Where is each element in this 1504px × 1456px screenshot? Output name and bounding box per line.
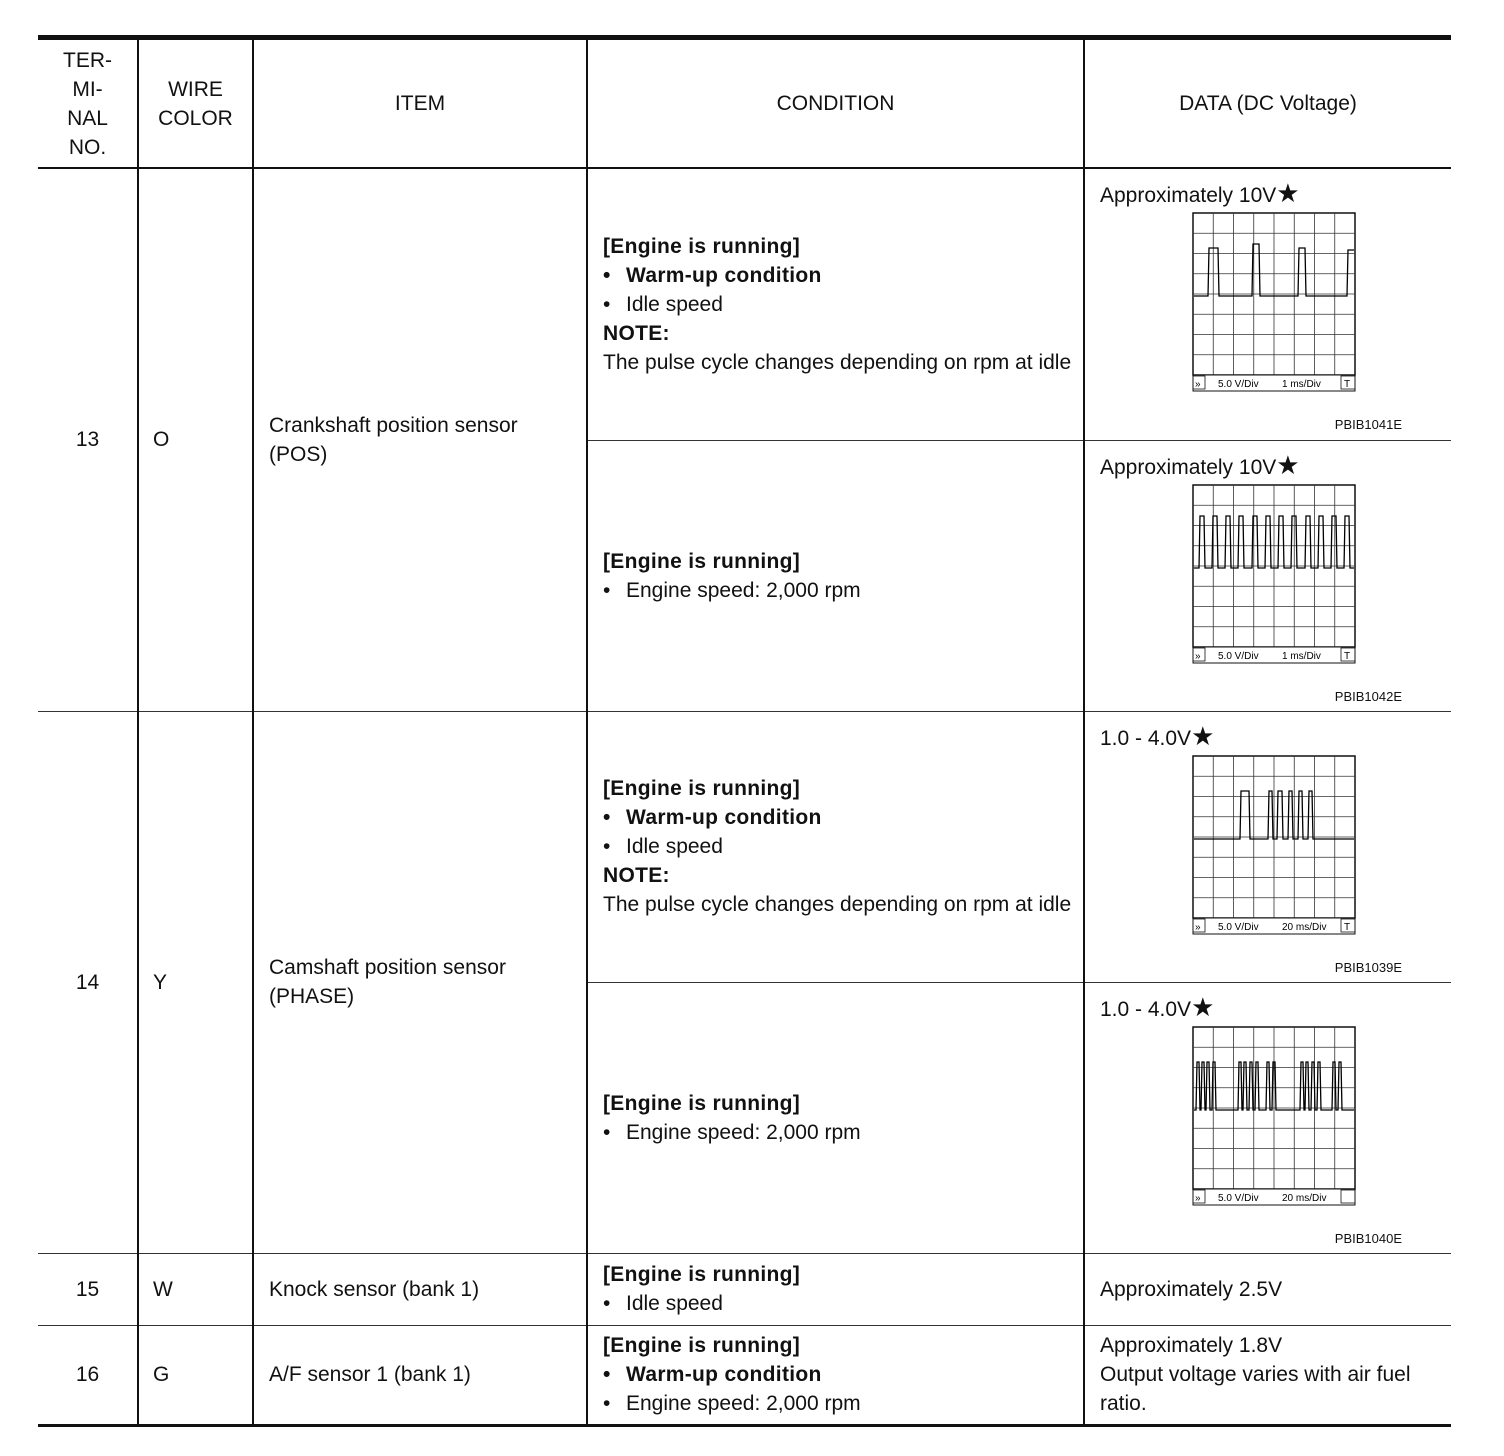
condition-bullet: • Engine speed: 2,000 rpm [603, 1120, 861, 1144]
fast-forward-icon: » [1195, 379, 1201, 390]
volt-per-div: 5.0 V/Div [1218, 379, 1259, 390]
condition-cell [587, 440, 1084, 711]
header-terminal-line: NO. [68, 135, 107, 159]
item-text: Crankshaft position sensor [269, 413, 518, 437]
header-terminal-line: TER- [63, 48, 112, 72]
wire-color: G [138, 1325, 253, 1425]
header-data: DATA (DC Voltage) [1084, 38, 1451, 169]
fast-forward-icon: » [1195, 650, 1201, 662]
table-row [38, 711, 1451, 982]
note-label: NOTE: [603, 864, 670, 887]
condition-bullet: • Idle speed [603, 1292, 723, 1315]
item-cell [253, 1325, 587, 1425]
item-text: Knock sensor (bank 1) [269, 1277, 480, 1301]
terminal-number: 14 [38, 711, 138, 1253]
condition-bullet: • Idle speed [603, 835, 723, 858]
item-cell [253, 1253, 587, 1325]
header-item: ITEM [253, 38, 587, 169]
data-value: 1.0 - 4.0V★ [1100, 720, 1215, 751]
data-value: Approximately 10V★ [1100, 449, 1300, 480]
header-terminal [38, 38, 138, 169]
trigger-label: T [1344, 921, 1351, 933]
wire-color: O [138, 168, 253, 711]
data-cell [1084, 982, 1451, 1253]
terminal-data-table [38, 35, 1451, 1426]
oscilloscope-screen [1192, 484, 1358, 668]
star-icon: ★ [1276, 178, 1300, 208]
condition-heading: [Engine is running] [603, 777, 801, 800]
terminal-number: 15 [38, 1253, 138, 1325]
data-cell [1084, 1325, 1451, 1425]
condition-cell [587, 1325, 1084, 1425]
condition-heading: [Engine is running] [603, 549, 801, 573]
item-cell [253, 168, 587, 711]
header-condition: CONDITION [587, 38, 1084, 169]
data-value: Approximately 2.5V [1100, 1277, 1283, 1301]
star-icon: ★ [1191, 720, 1215, 751]
figure-code: PBIB1041E [1334, 417, 1402, 432]
time-per-div: 20 ms/Div [1282, 1192, 1327, 1204]
oscilloscope-screen [1192, 1026, 1358, 1210]
condition-cell [587, 1253, 1084, 1325]
star-icon: ★ [1276, 449, 1300, 480]
header-terminal-line: NAL [67, 106, 108, 130]
table-row [38, 168, 1451, 440]
time-per-div: 20 ms/Div [1282, 921, 1327, 933]
data-cell [1084, 1253, 1451, 1325]
oscilloscope-waveform [1192, 755, 1402, 975]
condition-bullet: • Warm-up condition [603, 1363, 822, 1386]
condition-bullet: • Warm-up condition [603, 263, 822, 287]
header-terminal-line: MI- [72, 77, 103, 101]
condition-cell [587, 168, 1084, 440]
data-value: Output voltage varies with air fuel ratio. [1100, 1363, 1411, 1415]
volt-per-div: 5.0 V/Div [1218, 921, 1259, 933]
table-row [38, 1253, 1451, 1325]
fast-forward-icon: » [1195, 1192, 1201, 1204]
trigger-label: T [1344, 379, 1351, 390]
figure-code: PBIB1040E [1334, 1230, 1402, 1246]
data-cell [1084, 168, 1451, 440]
figure-code: PBIB1042E [1334, 688, 1402, 704]
header-wire-color [138, 38, 253, 169]
condition-cell [587, 982, 1084, 1253]
condition-bullet: • Idle speed [603, 292, 723, 316]
oscilloscope-waveform [1192, 212, 1402, 432]
star-icon: ★ [1191, 991, 1215, 1022]
time-per-div: 1 ms/Div [1282, 379, 1321, 390]
volt-per-div: 5.0 V/Div [1218, 1192, 1259, 1204]
terminal-number: 13 [38, 168, 138, 711]
oscilloscope-screen [1192, 755, 1358, 939]
note-label: NOTE: [603, 321, 670, 345]
condition-cell [587, 711, 1084, 982]
trigger-label: T [1344, 650, 1351, 662]
condition-heading: [Engine is running] [603, 234, 801, 258]
item-text: (POS) [269, 442, 328, 466]
item-cell [253, 711, 587, 1253]
volt-per-div: 5.0 V/Div [1218, 650, 1259, 662]
data-value: 1.0 - 4.0V★ [1100, 991, 1215, 1022]
note-text: The pulse cycle changes depending on rpm at idle [603, 893, 1072, 916]
time-per-div: 1 ms/Div [1282, 650, 1321, 662]
condition-heading: [Engine is running] [603, 1334, 801, 1357]
oscilloscope-waveform [1192, 1026, 1402, 1246]
condition-heading: [Engine is running] [603, 1091, 801, 1115]
terminal-number: 16 [38, 1325, 138, 1425]
data-value: Approximately 1.8V [1100, 1334, 1283, 1357]
figure-code: PBIB1039E [1334, 959, 1402, 975]
oscilloscope-screen [1192, 212, 1358, 396]
condition-heading: [Engine is running] [603, 1263, 801, 1286]
item-text: Camshaft position sensor [269, 956, 506, 979]
data-cell [1084, 711, 1451, 982]
condition-bullet: • Engine speed: 2,000 rpm [603, 578, 861, 602]
wire-color: Y [138, 711, 253, 1253]
header-wire-line: WIRE [168, 77, 223, 101]
header-wire-line: COLOR [158, 106, 233, 130]
wire-color: W [138, 1253, 253, 1325]
item-text: (PHASE) [269, 985, 355, 1008]
data-cell [1084, 440, 1451, 711]
data-value: Approximately 10V★ [1100, 178, 1300, 208]
condition-bullet: • Engine speed: 2,000 rpm [603, 1392, 861, 1415]
item-text: A/F sensor 1 (bank 1) [269, 1363, 471, 1386]
note-text: The pulse cycle changes depending on rpm at idle [603, 350, 1072, 374]
header-row [38, 38, 1451, 169]
condition-bullet: • Warm-up condition [603, 806, 822, 829]
oscilloscope-waveform [1192, 484, 1402, 704]
table-row [38, 1325, 1451, 1425]
fast-forward-icon: » [1195, 921, 1201, 933]
